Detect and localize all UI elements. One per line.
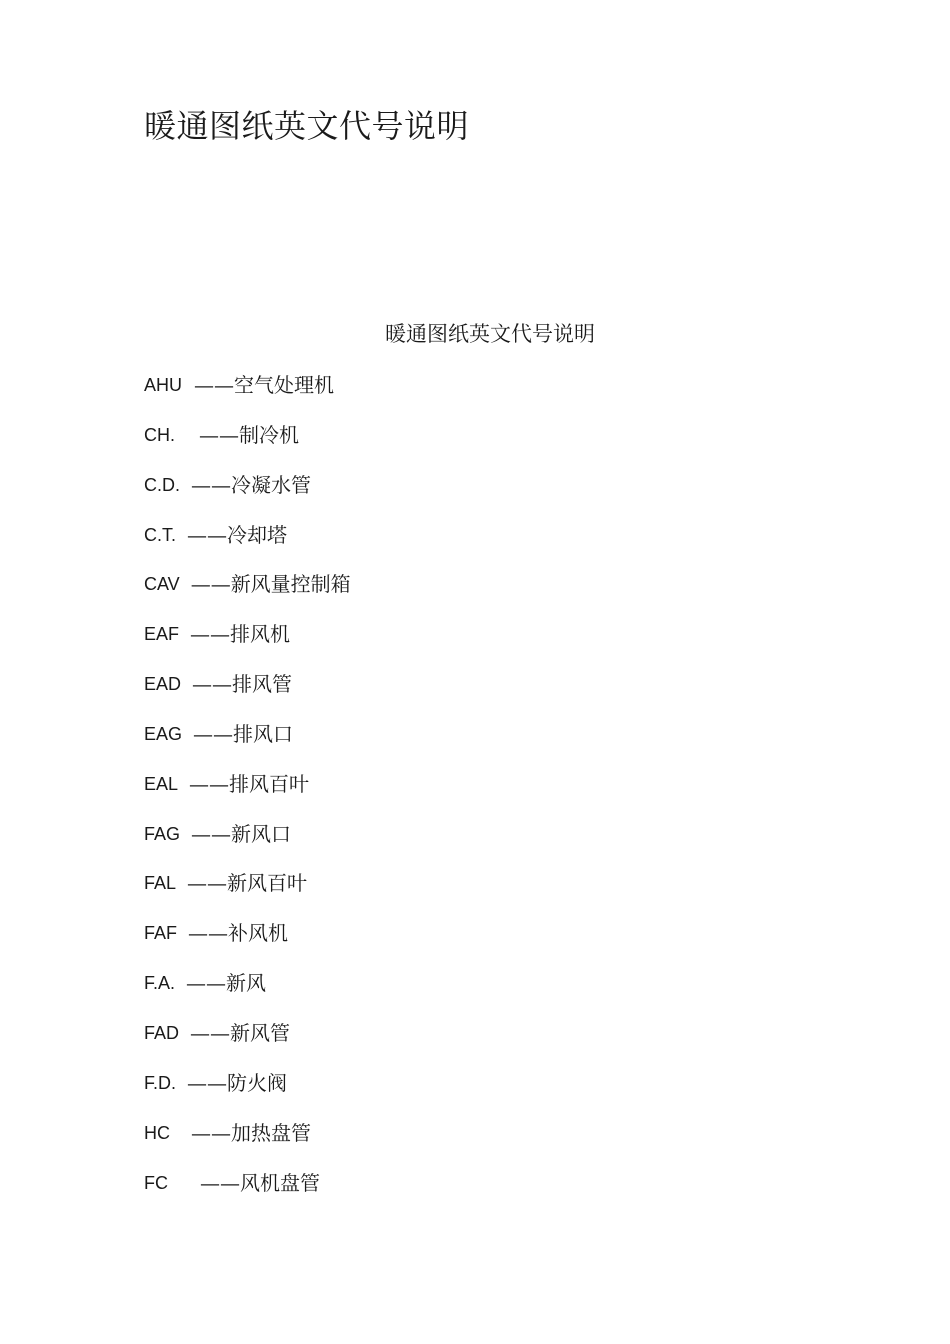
entry-code: FAD xyxy=(144,1022,180,1043)
entry-separator: —— xyxy=(188,921,229,946)
entry-description: 新风量控制箱 xyxy=(230,572,351,597)
entry-description: 新风管 xyxy=(230,1020,291,1045)
entry-separator: —— xyxy=(187,1070,228,1095)
entry-code: CAV xyxy=(144,574,180,595)
entry-separator: —— xyxy=(193,721,234,746)
entry-code: F.A. xyxy=(144,973,176,994)
entry-separator: —— xyxy=(199,422,239,447)
entry-description: 加热盘管 xyxy=(231,1120,311,1145)
entry-code: EAD xyxy=(144,674,182,695)
entry-code: FAF xyxy=(144,923,178,944)
list-item xyxy=(144,720,351,770)
entry-separator: —— xyxy=(192,672,233,697)
entry-separator: —— xyxy=(191,472,231,497)
list-item xyxy=(144,919,351,969)
entry-code: CH. xyxy=(144,424,175,445)
list-item xyxy=(144,570,351,620)
entry-separator: —— xyxy=(190,622,231,647)
entry-code: HC xyxy=(144,1122,170,1143)
entry-code: F.D. xyxy=(144,1072,177,1093)
list-item xyxy=(144,371,351,421)
document-title: 暖通图纸英文代号说明 xyxy=(144,107,470,145)
entry-separator: —— xyxy=(200,1170,240,1195)
list-item xyxy=(144,421,351,471)
list-item xyxy=(144,1069,351,1119)
entry-description: 新风口 xyxy=(231,821,292,846)
entry-code: C.D. xyxy=(144,474,180,495)
list-item xyxy=(144,521,351,571)
list-item xyxy=(144,770,351,820)
code-list xyxy=(144,371,351,1218)
entry-separator: —— xyxy=(190,1020,231,1045)
entry-separator: —— xyxy=(191,1120,231,1145)
entry-code: AHU xyxy=(144,375,183,395)
entry-description: 新风百叶 xyxy=(227,871,308,896)
list-item xyxy=(144,869,351,919)
list-item xyxy=(144,1169,351,1219)
entry-separator: —— xyxy=(189,771,230,796)
entry-separator: —— xyxy=(190,572,231,597)
section-heading: 暖通图纸英文代号说明 xyxy=(385,322,595,346)
entry-description: 制冷机 xyxy=(239,422,299,447)
list-item xyxy=(144,670,351,720)
list-item xyxy=(144,620,351,670)
entry-separator: —— xyxy=(186,971,227,996)
entry-description: 排风口 xyxy=(233,721,294,746)
entry-description: 排风百叶 xyxy=(229,771,310,796)
entry-code: FAL xyxy=(144,873,177,894)
entry-description: 冷却塔 xyxy=(227,522,288,547)
list-item xyxy=(144,1119,351,1169)
entry-description: 防火阀 xyxy=(227,1070,288,1095)
list-item xyxy=(144,471,351,521)
entry-separator: —— xyxy=(194,373,235,397)
entry-description: 冷凝水管 xyxy=(231,472,311,497)
entry-description: 新风 xyxy=(226,971,267,996)
list-item xyxy=(144,1019,351,1069)
entry-code: FAG xyxy=(144,823,181,844)
entry-code: FC xyxy=(144,1172,168,1193)
entry-separator: —— xyxy=(187,871,228,896)
entry-description: 排风管 xyxy=(232,672,293,697)
entry-separator: —— xyxy=(187,522,228,547)
entry-description: 补风机 xyxy=(228,921,289,946)
entry-separator: —— xyxy=(191,821,232,846)
entry-code: EAL xyxy=(144,773,179,794)
entry-code: C.T. xyxy=(144,524,177,545)
list-item xyxy=(144,820,351,870)
entry-code: EAF xyxy=(144,624,180,645)
entry-description: 风机盘管 xyxy=(240,1170,320,1195)
entry-description: 排风机 xyxy=(230,622,291,647)
entry-code: EAG xyxy=(144,723,183,744)
entry-description: 空气处理机 xyxy=(234,373,335,397)
list-item xyxy=(144,969,351,1019)
